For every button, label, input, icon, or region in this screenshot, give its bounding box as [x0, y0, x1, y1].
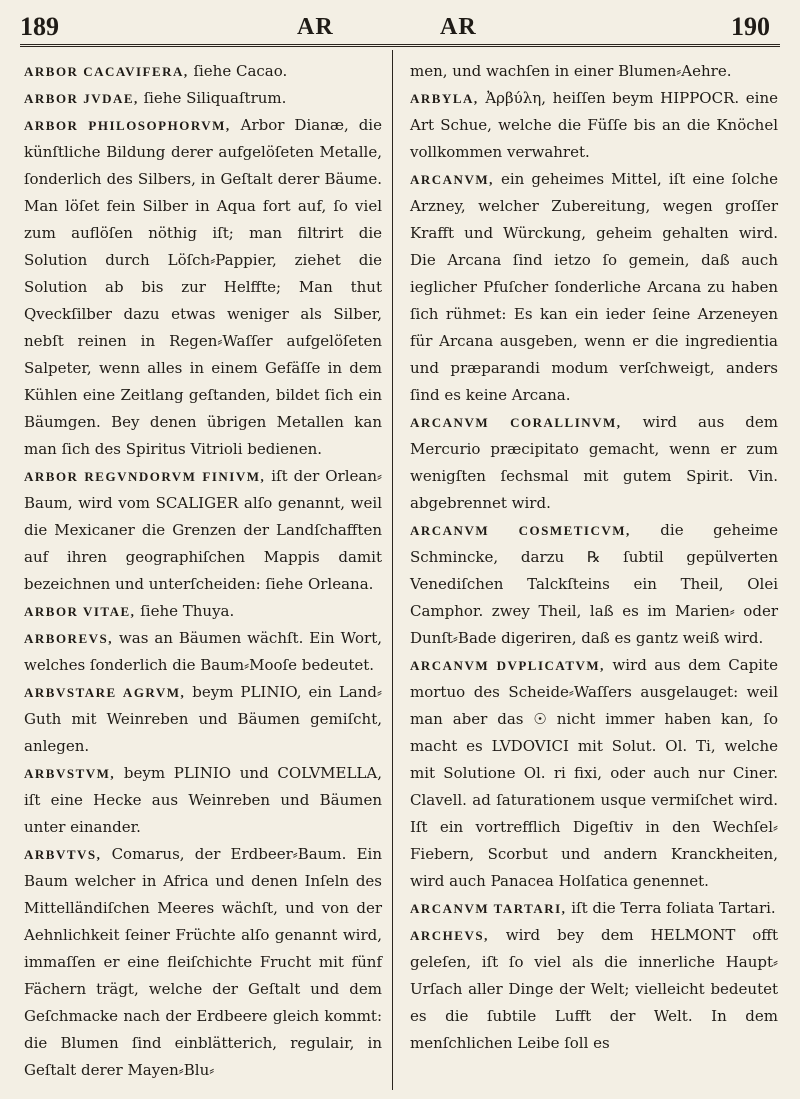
entry-term: ARBOREVS, [24, 631, 113, 646]
entry-term: ARCANVM COSMETICVM, [410, 523, 631, 538]
entry-text: beym PLINIO, ein Land⸗Guth mit Weinreben und Bäumen gemiſcht, anlegen. [24, 683, 382, 755]
entry-term: ARCANVM CORALLINVM, [410, 415, 622, 430]
entry-text: die geheime Schmincke, darzu ℞ ſubtil gepülverten Venediſchen Talckſteins ein Theil, Olei Camphor. zwey Theil, laß es im Marien⸗ oder Dunſt⸗Bade digeriren, daß es gantz weiß wird. [410, 521, 778, 647]
entry-text: wird aus dem Mercurio præcipitato gemacht, wenn er zum wenigſten ſechsmal mit gutem Spirit. Vin. abgebrennet wird. [410, 413, 778, 512]
entry-text: ein geheimes Mittel, iſt eine ſolche Arzney, welcher Zubereitung, wegen groſſer Krafft und Würckung, geheim gehalten wird. Die Arcana ſind ietzo ſo gemein, daß auch ieglicher Pfuſcher ſonderliche Arcana zu haben ſich rühmet: Es kan ein ieder ſeine Arzeneyen für Arcana ausgeben, wenn er die ingredientia und præparandi modum verſchweigt, anders ſind es keine Arcana. [410, 170, 778, 404]
entry-term: ARBVSTVM, [24, 766, 116, 781]
dictionary-entry [410, 166, 778, 409]
dictionary-entry [410, 517, 778, 652]
entry-term: ARCANVM DVPLICATVM, [410, 658, 605, 673]
entry-text: men, und wachſen in einer Blumen⸗Aehre. [410, 62, 732, 80]
column-heading-right: AR [440, 14, 477, 40]
left-column [24, 58, 382, 1084]
entry-term: ARBOR JVDAE, [24, 91, 139, 106]
dictionary-entry [24, 58, 382, 85]
dictionary-entry [24, 598, 382, 625]
dictionary-entry [410, 922, 778, 1057]
entry-term: ARBYLA, [410, 91, 479, 106]
dictionary-entry [24, 679, 382, 760]
dictionary-entry [24, 760, 382, 841]
entry-text: Arbor Dianæ, die künſtliche Bildung derer aufgelöſeten Metalle, ſonderlich des Silbers, in Geſtalt derer Bäume. Man löſet fein Silber in Aqua fort auf, ſo viel zum auflöſen nöthig iſt; man filtrirt die Solution durch Löſch⸗Pappier, ziehet die Solution ab bis zur Helffte; Man thut Qveckſilber dazu etwas weniger als Silber, nebſt reinen in Regen⸗Waſſer aufgelöſeten Salpeter, wenn alles in einem Gefäſſe in dem Kühlen eine Zeitlang geſtanden, bildet ſich ein Bäumgen. Bey denen übrigen Metallen kan man ſich des Spiritus Vitrioli bedienen. [24, 116, 382, 458]
entry-term: ARBOR CACAVIFERA, [24, 64, 189, 79]
right-column [410, 58, 778, 1057]
dictionary-entry [24, 463, 382, 598]
entry-term: ARBOR VITAE, [24, 604, 136, 619]
entry-term: ARCHEVS, [410, 928, 489, 943]
page-header [20, 8, 770, 48]
entry-text: iſt der Orlean⸗Baum, wird vom SCALIGER alſo genannt, weil die Mexicaner die Grenzen der Landſchafften auf ihren geographiſchen Mappis damit bezeichnen und unterſcheiden: ſiehe Orleana. [24, 467, 382, 593]
entry-term: ARCANVM, [410, 172, 494, 187]
entry-text: wird bey dem HELMONT offt geleſen, iſt ſo viel als die innerliche Haupt⸗Urſach aller Dinge der Welt; vielleicht bedeutet es die ſubtile Lufft der Welt. In dem menſchlichen Leibe ſoll es [410, 926, 778, 1052]
entry-text: was an Bäumen wächſt. Ein Wort, welches ſonderlich die Baum⸗Mooſe bedeutet. [24, 629, 382, 674]
page-number-left: 189 [20, 12, 59, 41]
entry-term: ARBOR REGVNDORVM FINIVM, [24, 469, 266, 484]
dictionary-entry [410, 895, 778, 922]
entry-text: ſiehe Cacao. [193, 62, 288, 80]
entry-term: ARBOR PHILOSOPHORVM, [24, 118, 231, 133]
entry-text: beym PLINIO und COLVMELLA, iſt eine Hecke aus Weinreben und Bäumen unter einander. [24, 764, 382, 836]
column-divider [392, 50, 393, 1090]
header-rule [20, 44, 780, 47]
page-number-right: 190 [731, 12, 770, 41]
entry-text: Ἀρβύλη, heiſſen beym HIPPOCR. eine Art Schue, welche die Füſſe bis an die Knöchel vollkommen verwahret. [410, 89, 778, 161]
dictionary-entry [410, 652, 778, 895]
entry-text: Comarus, der Erdbeer⸗Baum. Ein Baum welcher in Africa und denen Inſeln des Mittelländiſchen Meeres wächſt, und von der Aehnlichkeit ſeiner Früchte alſo genannt wird, immaſſen er eine fleiſchichte Frucht mit fünf Fächern trägt, welche der Geſtalt und dem Geſchmacke nach der Erdbeere gleich kommt: die Blumen ſind einblätterich, regulair, in Geſtalt derer Mayen⸗Blu⸗ [24, 845, 382, 1079]
entry-text: iſt die Terra foliata Tartari. [571, 899, 776, 917]
dictionary-entry [410, 85, 778, 166]
entry-term: ARBVSTARE AGRVM, [24, 685, 186, 700]
entry-term: ARBVTVS, [24, 847, 102, 862]
dictionary-entry [24, 625, 382, 679]
entry-text: wird aus dem Capite mortuo des Scheide⸗Waſſers ausgelauget: weil man aber das ☉ nicht immer haben kan, ſo macht es LVDOVICI mit Solut. Ol. Ti, welche mit Solutione Ol. ri fixi, oder auch nur Ciner. Clavell. ad ſaturationem usque vermiſchet wird. Iſt ein vortrefflich Digeſtiv in den Wechſel⸗Fiebern, Scorbut und andern Kranckheiten, wird auch Panacea Holſatica genennet. [410, 656, 778, 890]
column-heading-left: AR [297, 14, 334, 40]
dictionary-entry [24, 112, 382, 463]
entry-text: ſiehe Thuya. [140, 602, 235, 620]
dictionary-entry [410, 409, 778, 517]
dictionary-entry [24, 85, 382, 112]
entry-text: ſiehe Siliquaſtrum. [143, 89, 287, 107]
dictionary-entry [410, 58, 778, 85]
entry-term: ARCANVM TARTARI, [410, 901, 567, 916]
dictionary-entry [24, 841, 382, 1084]
